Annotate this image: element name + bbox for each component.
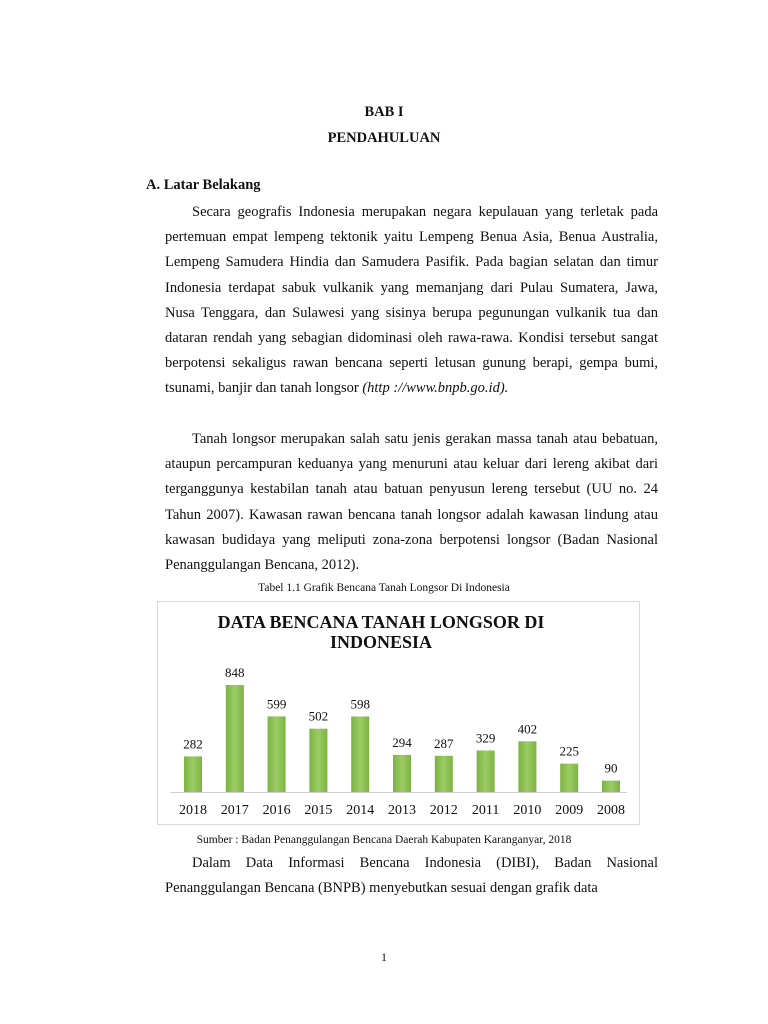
chapter-title: PENDAHULUAN [327, 130, 441, 146]
chart-container [157, 601, 640, 825]
bar-2011 [477, 751, 495, 793]
bar-2008 [602, 781, 620, 792]
x-tick-label-2009: 2009 [555, 803, 584, 818]
x-tick-label-2014: 2014 [346, 803, 375, 818]
data-label-2018: 282 [183, 736, 203, 752]
data-label-2015: 502 [308, 708, 329, 724]
paragraph-2: Tanah longsor merupakan salah satu jenis gerakan massa tanah atau bebatuan, ataupun percampuran keduanya yang menuruni atau keluar dari lereng akibat dari terganggunya kestabilan tanah atau batuan penyusun lereng tersebut (UU no. 24 Tahun 2007). Kawasan rawan bencana tanah longsor adalah kawasan lindung atau kawasan budidaya yang meliputi zona-zona berpotensi longsor (Badan Nasional Penanggulangan Bencana, 2012). [165, 431, 658, 574]
x-tick-label-2015: 2015 [304, 803, 333, 818]
chart-title-line-2: INDONESIA [329, 632, 433, 652]
bar-2015 [309, 729, 327, 792]
data-label-2016: 599 [266, 696, 287, 712]
bar-2017 [226, 685, 244, 792]
data-label-2011: 329 [475, 730, 496, 746]
x-tick-label-2013: 2013 [388, 803, 416, 818]
x-tick-label-2012: 2012 [429, 803, 458, 818]
data-label-2014: 598 [350, 696, 370, 712]
chapter-number: BAB I [364, 104, 404, 120]
x-tick-label-2016: 2016 [262, 803, 291, 818]
section-heading: A. Latar Belakang [146, 177, 261, 193]
x-tick-label-2011: 2011 [471, 803, 500, 818]
x-tick-label-2017: 2017 [220, 803, 249, 818]
bar-2012 [435, 756, 453, 792]
page-number: 1 [381, 950, 387, 964]
x-tick-label-2018: 2018 [179, 803, 207, 818]
table-caption: Tabel 1.1 Grafik Bencana Tanah Longsor Di Indonesia [258, 582, 510, 594]
data-label-2008: 90 [604, 760, 618, 776]
data-label-2010: 402 [517, 721, 538, 737]
x-tick-label-2010: 2010 [513, 803, 542, 818]
bar-2018 [184, 756, 202, 792]
bar-chart [158, 602, 639, 824]
bar-2013 [393, 755, 411, 792]
bar-2009 [560, 764, 578, 792]
chart-title-line-1: DATA BENCANA TANAH LONGSOR DI [217, 612, 545, 632]
data-label-2013: 294 [392, 734, 412, 750]
x-tick-label-2008: 2008 [597, 803, 625, 818]
paragraph-1-citation: (http ://www.bnpb.go.id). [362, 380, 509, 397]
paragraph-3: Dalam Data Informasi Bencana Indonesia (DIBI), Badan Nasional Penanggulangan Bencana (BNPB) menyebutkan sesuai dengan grafik data [165, 855, 658, 897]
data-label-2012: 287 [434, 735, 454, 751]
bar-2016 [268, 716, 286, 792]
data-label-2009: 225 [559, 743, 579, 759]
data-label-2017: 848 [225, 665, 245, 680]
chart-bars [179, 665, 625, 818]
paragraph-1 [165, 200, 658, 402]
source-note: Sumber : Badan Penanggulangan Bencana Daerah Kabupaten Karanganyar, 2018 [196, 834, 572, 846]
paragraph-1-text: Secara geografis Indonesia merupakan negara kepulauan yang terletak pada pertemuan empat lempeng tektonik yaitu Lempeng Benua Asia, Benua Australia, Lempeng Samudera Hindia dan Samudera Pasifik. Pada bagian selatan dan timur Indonesia terdapat sabuk vulkanik yang memanjang dari Pulau Sumatera, Jawa, Nusa Tenggara, dan Sulawesi yang sisinya berupa pegunungan vulkanik tua dan dataran rendah yang sebagian didominasi oleh rawa-rawa. Kondisi tersebut sangat berpotensi sekaligus rawan bencana seperti letusan gunung berapi, gempa bumi, tsunami, banjir dan tanah longsor [165, 204, 658, 397]
bar-2010 [518, 741, 536, 792]
bar-2014 [351, 717, 369, 793]
